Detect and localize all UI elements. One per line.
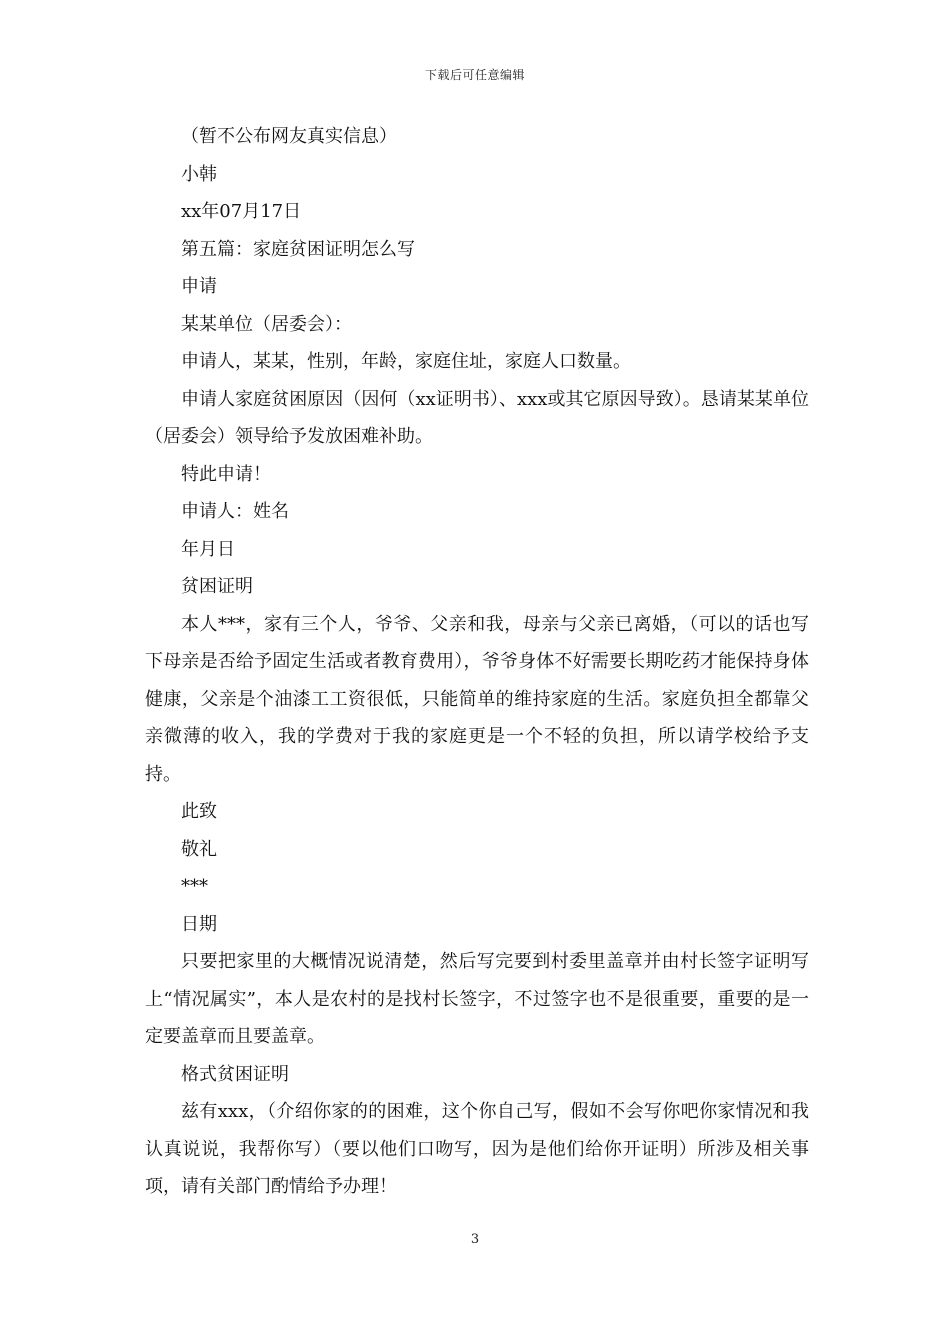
document-body <box>145 118 809 1206</box>
paragraph: 格式贫困证明 <box>181 1063 289 1085</box>
section-heading: 第五篇：家庭贫困证明怎么写 <box>181 238 415 260</box>
paragraph: 兹有xxx，（介绍你家的的困难，这个你自己写，假如不会写你吧你家情况和我认真说说，我帮你写）（要以他们口吻写，因为是他们给你开证明）所涉及相关事项，请有关部门酌情给予办理！ <box>145 1101 809 1197</box>
paragraph: xx年07月17日 <box>181 201 302 222</box>
paragraph: 申请人家庭贫困原因（因何（xx证明书）、xxx或其它原因导致）。恳请某某单位（居委会）领导给予发放困难补助。 <box>145 388 809 447</box>
paragraph: 贫困证明 <box>181 576 253 597</box>
page-number: 3 <box>470 1232 480 1247</box>
paragraph: 敬礼 <box>181 838 217 860</box>
paragraph: （暂不公布网友真实信息） <box>181 126 397 147</box>
paragraph: *** <box>181 876 208 897</box>
paragraph: 小韩 <box>181 163 217 185</box>
paragraph: 只要把家里的大概情况说清楚，然后写完要到村委里盖章并由村长签字证明写上“情况属实”，本人是农村的是找村长签字，不过签字也不是很重要，重要的是一定要盖章而且要盖章。 <box>145 951 809 1047</box>
paragraph: 此致 <box>181 801 217 822</box>
paragraph: 本人***，家有三个人，爷爷、父亲和我，母亲与父亲已离婚，（可以的话也写下母亲是否给予固定生活或者教育费用），爷爷身体不好需要长期吃药才能保持身体健康，父亲是个油漆工工资很低，只能简单的维持家庭的生活。家庭负担全都靠父亲微薄的收入，我的学费对于我的家庭更是一个不轻的负担，所以请学校给予支持。 <box>145 613 809 785</box>
paragraph: 年月日 <box>181 538 235 560</box>
paragraph: 申请人，某某，性别，年龄，家庭住址，家庭人口数量。 <box>181 351 631 372</box>
page-header: 下载后可任意编辑 <box>424 68 525 82</box>
paragraph: 申请 <box>181 276 217 297</box>
paragraph: 某某单位（居委会）： <box>181 313 352 335</box>
paragraph: 申请人：姓名 <box>181 501 289 522</box>
paragraph: 日期 <box>181 913 217 935</box>
paragraph: 特此申请！ <box>181 463 271 485</box>
